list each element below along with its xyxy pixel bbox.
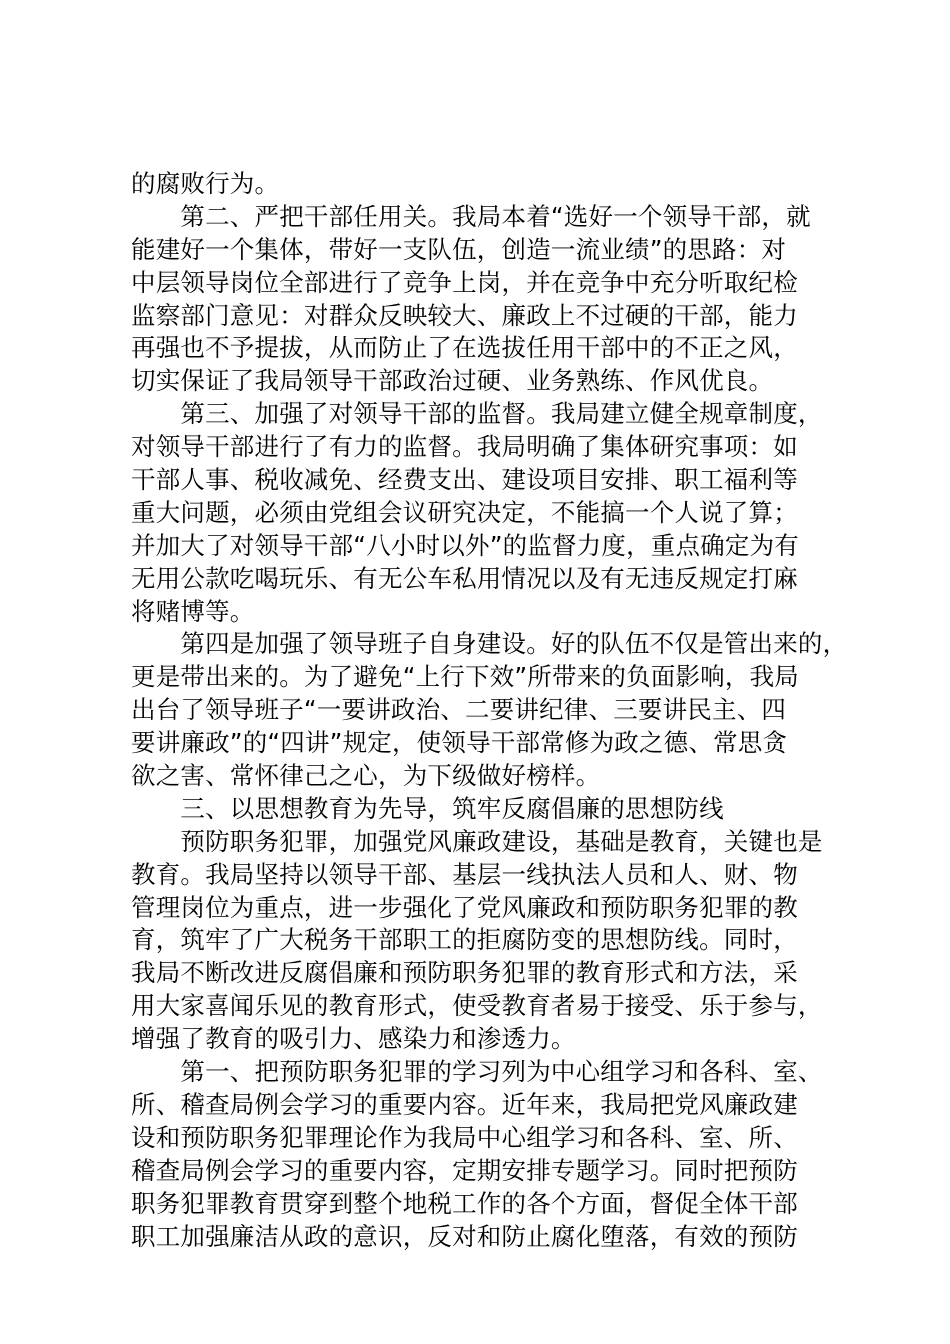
text-line: 育，筑牢了广大税务干部职工的拒腐防变的思想防线。同时， <box>131 925 798 955</box>
text-line: 增强了教育的吸引力、感染力和渗透力。 <box>131 1024 576 1054</box>
text-line: 重大问题，必须由党组会议研究决定，不能搞一个人说了算； <box>131 497 798 527</box>
text-line: 能建好一个集体，带好一支队伍，创造一流业绩”的思路：对 <box>131 234 787 264</box>
section-heading: 三、以思想教育为先导，筑牢反腐倡廉的思想防线 <box>131 793 724 823</box>
text-line: 职工加强廉洁从政的意识，反对和防止腐化堕落，有效的预防 <box>131 1221 798 1251</box>
text-line: 出台了领导班子“一要讲政治、二要讲纪律、三要讲民主、四 <box>131 695 787 725</box>
text-line: 将赌博等。 <box>131 596 255 626</box>
text-line: 所、稽查局例会学习的重要内容。近年来，我局把党风廉政建 <box>131 1089 798 1119</box>
text-line: 再强也不予提拔，从而防止了在选拔任用干部中的不正之风， <box>131 333 798 363</box>
text-line: 预防职务犯罪，加强党风廉政建设，基础是教育，关键也是 <box>131 826 823 856</box>
text-line: 要讲廉政”的“四讲”规定，使领导干部常修为政之德、常思贪 <box>131 728 788 758</box>
text-line: 职务犯罪教育贯穿到整个地税工作的各个方面，督促全体干部 <box>131 1188 798 1218</box>
text-line: 设和预防职务犯罪理论作为我局中心组学习和各科、室、所、 <box>131 1122 798 1152</box>
text-line: 中层领导岗位全部进行了竞争上岗，并在竞争中充分听取纪检 <box>131 267 798 297</box>
text-line: 管理岗位为重点，进一步强化了党风廉政和预防职务犯罪的教 <box>131 892 798 922</box>
text-line: 用大家喜闻乐见的教育形式，使受教育者易于接受、乐于参与， <box>131 991 823 1021</box>
text-line: 第一、把预防职务犯罪的学习列为中心组学习和各科、室、 <box>131 1057 823 1087</box>
text-line: 无用公款吃喝玩乐、有无公车私用情况以及有无违反规定打麻 <box>131 563 798 593</box>
text-line: 并加大了对领导干部“八小时以外”的监督力度，重点确定为有 <box>131 530 799 560</box>
text-line: 第四是加强了领导班子自身建设。好的队伍不仅是管出来的， <box>131 629 848 659</box>
text-line: 更是带出来的。为了避免“上行下效”所带来的负面影响，我局 <box>131 662 799 692</box>
text-line: 干部人事、税收减免、经费支出、建设项目安排、职工福利等 <box>131 465 798 495</box>
text-line: 教育。我局坚持以领导干部、基层一线执法人员和人、财、物 <box>131 859 798 889</box>
text-line: 对领导干部进行了有力的监督。我局明确了集体研究事项：如 <box>131 432 798 462</box>
text-line: 监察部门意见：对群众反映较大、廉政上不过硬的干部，能力 <box>131 300 798 330</box>
text-line: 欲之害、常怀律己之心，为下级做好榜样。 <box>131 761 601 791</box>
text-line: 第二、严把干部任用关。我局本着“选好一个领导干部，就 <box>131 201 811 231</box>
text-line: 稽查局例会学习的重要内容，定期安排专题学习。同时把预防 <box>131 1155 798 1185</box>
body-text <box>131 168 848 1253</box>
text-line: 的腐败行为。 <box>131 169 280 198</box>
text-line: 第三、加强了对领导干部的监督。我局建立健全规章制度， <box>131 399 823 429</box>
text-line: 切实保证了我局领导干部政治过硬、业务熟练、作风优良。 <box>131 366 774 396</box>
text-line: 我局不断改进反腐倡廉和预防职务犯罪的教育形式和方法，采 <box>131 958 798 988</box>
